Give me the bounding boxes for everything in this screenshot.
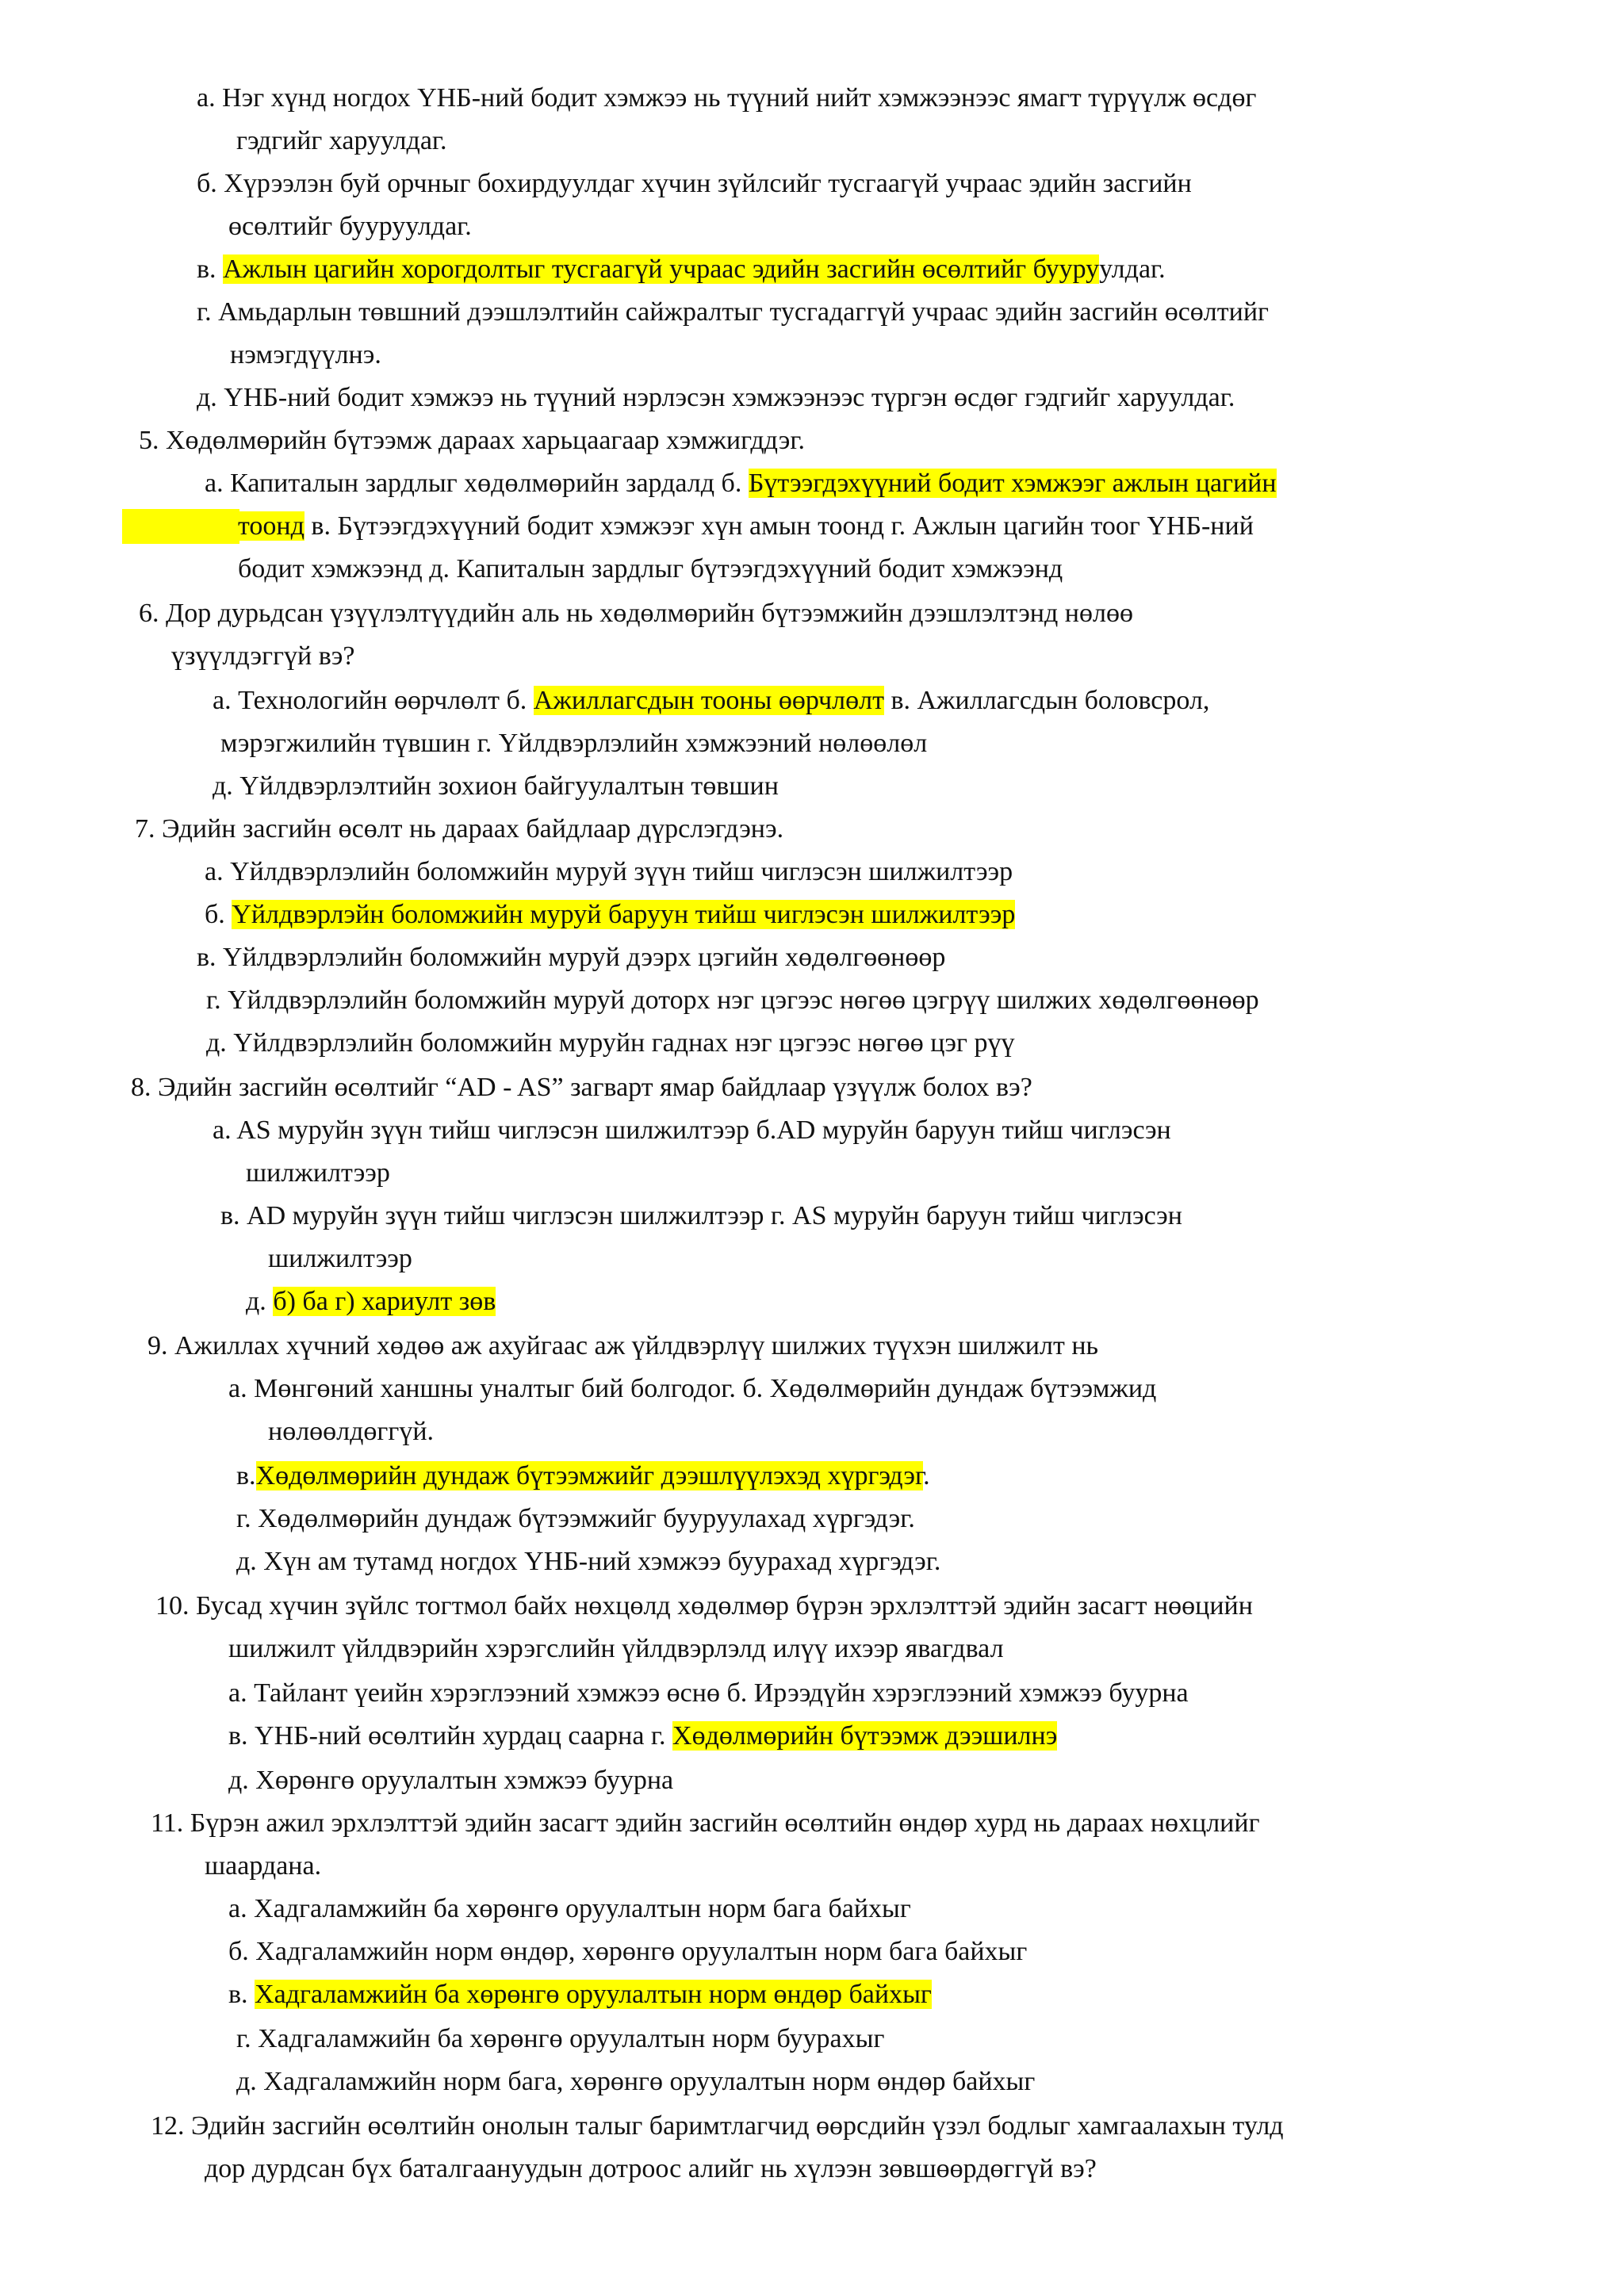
q6-options-line3: д. Үйлдвэрлэлтийн зохион байгуулалтын төвшин xyxy=(213,771,779,801)
q8-options-line3: в. AD муруйн зүүн тийш чиглэсэн шилжилтээр г. AS муруйн баруун тийш чиглэсэн xyxy=(220,1201,1182,1230)
q11-question-line1: 11. Бүрэн ажил эрхлэлттэй эдийн засагт эдийн засгийн өсөлтийн өндөр хурд нь дараах нөхцлийг xyxy=(151,1808,1260,1838)
q7-option-v: в. Үйлдвэрлэлийн боломжийн муруй дээрх цэгийн хөдөлгөөнөөр xyxy=(197,943,946,972)
q5-question: 5. Хөдөлмөрийн бүтээмж дараах харьцаагаар хэмжигддэг. xyxy=(139,426,805,455)
q10-option-d: д. Хөрөнгө оруулалтын хэмжээ буурна xyxy=(228,1766,674,1795)
highlighted-answer: Ажлын цагийн хорогдолтыг тусгаагүй учраас эдийн засгийн өсөлтийг бууру xyxy=(223,254,1100,284)
highlighted-answer: Хадгаламжийн ба хөрөнгө оруулалтын норм өндөр байхыг xyxy=(255,1980,932,2009)
q6-options-line1: a. Технологийн өөрчлөлт б. Ажиллагсдын тооны өөрчлөлт в. Ажиллагсдын боловсрол, xyxy=(213,686,1210,715)
q5-options-line3: бодит хэмжээнд д. Капиталын зардлыг бүтээгдэхүүний бодит хэмжээнд xyxy=(238,554,1063,584)
q8-options-line2: шилжилтээр xyxy=(246,1158,390,1188)
highlighted-answer: Ажиллагсдын тооны өөрчлөлт xyxy=(533,686,884,715)
q10-options-line1: a. Тайлант үеийн хэрэглээний хэмжээ өснө б. Ирээдүйн хэрэглээний хэмжээ буурна xyxy=(228,1678,1189,1708)
q9-option-v: в.Хөдөлмөрийн дундаж бүтээмжийг дээшлүүлэхэд хүргэдэг. xyxy=(236,1461,930,1490)
q9-option-g: г. Хөдөлмөрийн дундаж бүтээмжийг бууруулахад хүргэдэг. xyxy=(236,1504,915,1533)
q11-option-a: a. Хадгаламжийн ба хөрөнгө оруулалтын норм бага байхыг xyxy=(228,1894,911,1923)
q11-option-v: в. Хадгаламжийн ба хөрөнгө оруулалтын норм өндөр байхыг xyxy=(228,1980,932,2009)
q6-options-line2: мэрэгжилийн түвшин г. Үйлдвэрлэлийн хэмжээний нөлөөлөл xyxy=(220,729,928,758)
highlighted-answer: Бүтээгдэхүүний бодит хэмжээг ажлын цагийн xyxy=(748,469,1277,498)
highlighted-answer: Үйлдвэрлэйн боломжийн муруй баруун тийш чиглэсэн шилжилтээр xyxy=(232,900,1016,929)
q8-option-d: д. б) ба г) хариулт зөв xyxy=(246,1287,496,1316)
q10-question-line2: шилжилт үйлдвэрийн хэрэгслийн үйлдвэрлэлд илүү ихээр явагдвал xyxy=(228,1634,1004,1663)
q9-option-d: д. Хүн ам тутамд ногдох ҮНБ-ний хэмжээ буурахад хүргэдэг. xyxy=(236,1547,941,1576)
q4-option-a-line1: a. Нэг хүнд ногдох ҮНБ-ний бодит хэмжээ нь түүний нийт хэмжээнээс ямагт түрүүлж өсдөг xyxy=(197,83,1257,113)
q7-question: 7. Эдийн засгийн өсөлт нь дараах байдлаар дүрслэгдэнэ. xyxy=(135,814,784,844)
highlighted-answer: Хөдөлмөрийн дундаж бүтээмжийг дээшлүүлэхэд хүргэдэг xyxy=(255,1461,924,1490)
q6-question-line1: 6. Дор дурьдсан үзүүлэлтүүдийн аль нь хөдөлмөрийн бүтээмжийн дээшлэлтэнд нөлөө xyxy=(139,599,1133,628)
q5-options-line1: a. Капиталын зардлыг хөдөлмөрийн зардалд б. Бүтээгдэхүүний бодит хэмжээг ажлын цагийн xyxy=(205,469,1277,498)
q8-question: 8. Эдийн засгийн өсөлтийг “AD - AS” загварт ямар байдлаар үзүүлж болох вэ? xyxy=(131,1073,1032,1102)
q12-question-line2: дор дурдсан бүх баталгаануудын дотроос алийг нь хүлээн зөвшөөрдөггүй вэ? xyxy=(205,2154,1097,2183)
q4-option-g-line1: г. Амьдарлын төвшний дээшлэлтийн сайжралтыг тусгадаггүй учраас эдийн засгийн өсөлтийг xyxy=(197,297,1269,327)
q7-option-b: б. Үйлдвэрлэйн боломжийн муруй баруун тийш чиглэсэн шилжилтээр xyxy=(205,900,1016,929)
q9-options-line2: нөлөөлдөггүй. xyxy=(268,1417,435,1446)
q5-options-line2: тоонд в. Бүтээгдэхүүний бодит хэмжээг хүн амын тоонд г. Ажлын цагийн тоог ҮНБ-ний xyxy=(238,511,1254,541)
q10-options-line2: в. ҮНБ-ний өсөлтийн хурдац саарна г. Хөдөлмөрийн бүтээмж дээшилнэ xyxy=(228,1721,1058,1751)
q7-option-g: г. Үйлдвэрлэлийн боломжийн муруй доторх нэг цэгээс нөгөө цэгрүү шилжих хөдөлгөөнөөр xyxy=(206,985,1259,1015)
q4-option-v: в. Ажлын цагийн хорогдолтыг тусгаагүй учраас эдийн засгийн өсөлтийг бууруулдаг. xyxy=(197,254,1166,284)
q12-question-line1: 12. Эдийн засгийн өсөлтийн онолын талыг баримтлагчид өөрсдийн үзэл бодлыг хамгаалахын тулд xyxy=(151,2111,1284,2141)
q4-option-a-line2: гэдгийг харуулдаг. xyxy=(236,126,447,155)
q7-option-a: a. Үйлдвэрлэлийн боломжийн муруй зүүн тийш чиглэсэн шилжилтээр xyxy=(205,857,1013,886)
q8-options-line4: шилжилтээр xyxy=(268,1244,412,1273)
highlighted-answer: Хөдөлмөрийн бүтээмж дээшилнэ xyxy=(672,1721,1058,1751)
q10-question-line1: 10. Бусад хүчин зүйлс тогтмол байх нөхцөлд хөдөлмөр бүрэн эрхлэлттэй эдийн засагт нөөцийн xyxy=(155,1591,1253,1621)
highlighted-answer: б) ба г) хариулт зөв xyxy=(273,1287,496,1316)
q11-question-line2: шаардана. xyxy=(205,1851,322,1881)
q7-option-d: д. Үйлдвэрлэлийн боломжийн муруйн гаднах нэг цэгээс нөгөө цэг рүү xyxy=(206,1028,1015,1058)
q11-option-g: г. Хадгаламжийн ба хөрөнгө оруулалтын норм буурахыг xyxy=(236,2024,885,2053)
highlight-marker xyxy=(122,509,239,544)
q11-option-d: д. Хадгаламжийн норм бага, хөрөнгө оруулалтын норм өндөр байхыг xyxy=(236,2067,1036,2096)
highlighted-answer: тоонд xyxy=(238,511,304,541)
q4-option-g-line2: нэмэгдүүлнэ. xyxy=(230,340,381,369)
q9-options-line1: a. Мөнгөний ханшны уналтыг бий болгодог. б. Хөдөлмөрийн дундаж бүтээмжид xyxy=(228,1374,1157,1403)
q4-option-b-line2: өсөлтийг бууруулдаг. xyxy=(228,212,472,241)
q4-option-d: д. ҮНБ-ний бодит хэмжээ нь түүний нэрлэсэн хэмжээнээс түргэн өсдөг гэдгийг харуулдаг. xyxy=(197,383,1235,412)
q6-question-line2: үзүүлдэггүй вэ? xyxy=(171,641,355,671)
q9-question: 9. Ажиллах хүчний хөдөө аж ахуйгаас аж үйлдвэрлүү шилжих түүхэн шилжилт нь xyxy=(147,1331,1099,1360)
q8-options-line1: a. AS муруйн зүүн тийш чиглэсэн шилжилтээр б.AD муруйн баруун тийш чиглэсэн xyxy=(213,1115,1171,1145)
q11-option-b: б. Хадгаламжийн норм өндөр, хөрөнгө оруулалтын норм бага байхыг xyxy=(228,1937,1028,1966)
q4-option-b-line1: б. Хүрээлэн буй орчныг бохирдуулдаг хүчин зүйлсийг тусгаагүй учраас эдийн засгийн xyxy=(197,169,1192,198)
